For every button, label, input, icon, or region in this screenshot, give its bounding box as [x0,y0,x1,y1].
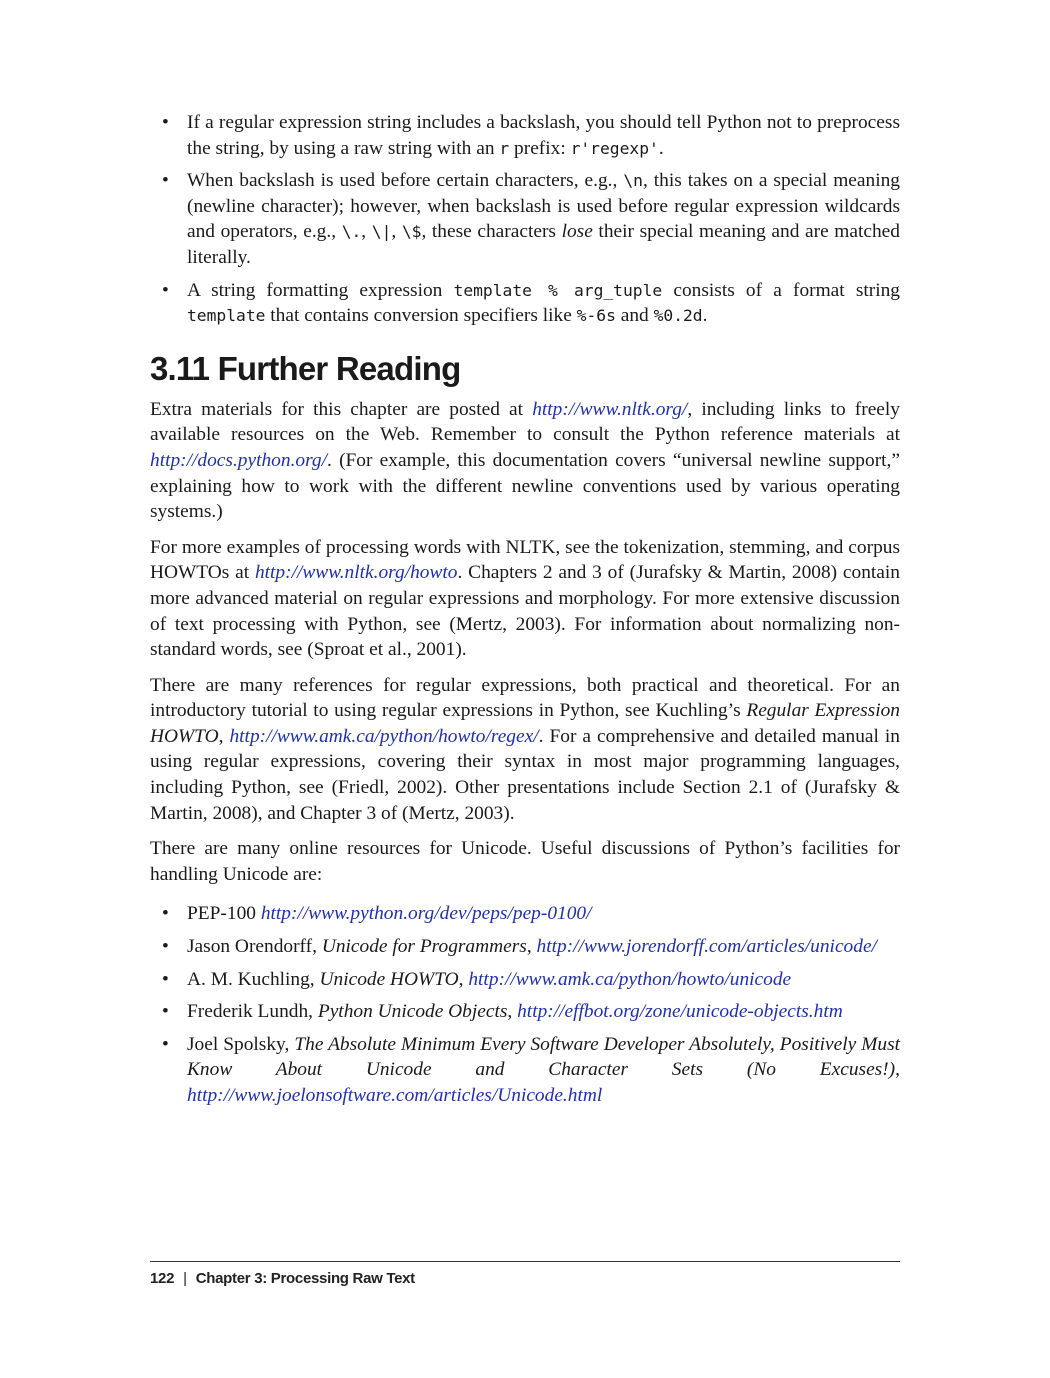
url-link[interactable]: http://docs.python.org/ [150,449,328,471]
inline-code: %0.2d [653,306,703,326]
list-item-text [187,170,900,268]
bullet-icon: • [162,903,169,925]
text-run: . [658,137,664,159]
text-run: A. M. Kuchling, [187,968,320,990]
bullet-icon: • [162,936,169,958]
inline-code: \. [341,222,362,242]
text-run: There are many references for regular expressions, both practical and theoretical. For an introductory tutorial to using regular expressions in Python, see Kuchling’s [150,674,900,722]
emphasis-text: Unicode HOWTO [319,968,459,990]
text-run: . Chapters 2 and 3 of (Jurafsky & Martin, 2008) contain more advanced material on regular expressions and morphology. For more extensive discussion of text processing with Python, see (Mertz, 2003). For information about normalizing non-standard words, see (Sproat et al., 2001). [150,562,900,661]
list-item [150,967,900,993]
list-item [150,934,900,960]
list-item [150,110,900,161]
url-link[interactable]: http://www.joelonsoftware.com/articles/Unicode.html [187,1085,603,1106]
text-run: , [218,725,230,747]
text-run: prefix: [509,137,571,159]
url-link[interactable]: http://www.nltk.org/howto [254,562,458,584]
text-run: There are many online resources for Unicode. Useful discussions of Python’s facilities for handling Unicode are: [150,838,900,885]
text-run: consists of a format string [662,279,900,301]
list-item [150,1032,900,1109]
list-item-text [187,280,900,327]
bullet-icon: • [162,112,169,133]
unicode-resource-list [150,901,900,1108]
url-link[interactable]: http://www.amk.ca/python/howto/unicode [468,968,792,990]
list-item-text [187,903,592,924]
bullet-icon: • [162,1001,169,1023]
chapter-title: Chapter 3: Processing Raw Text [195,1270,415,1287]
list-item-text [187,1034,900,1106]
url-link[interactable]: http://www.python.org/dev/peps/pep-0100/ [260,903,592,925]
inline-code: r'regexp' [570,138,659,158]
text-run: and [615,305,654,327]
list-item-text [187,112,900,159]
list-item-text [187,936,877,957]
url-link[interactable]: http://www.jorendorff.com/articles/unicode/ [536,936,877,958]
bullet-icon: • [162,170,169,192]
text-run: Extra materials for this chapter are posted at [150,398,533,420]
list-item [150,168,900,270]
inline-code: \n [623,171,643,191]
text-run: , [361,221,372,243]
text-run: . For a comprehensive and detailed manual in using regular expressions, covering their syntax in most major programming languages, including Python, see (Friedl, 2002). Other presentations include Section 2.1 of (Jurafsky & Martin, 2008), and Chapter 3 of (Mertz, 2003). [150,725,900,824]
emphasis-text: Regular Expression HOWTO [150,700,900,747]
bullet-icon: • [162,968,169,990]
section-heading: 3.11 Further Reading [150,349,461,387]
text-run: If a regular expression string includes a backslash, you should tell Python not to preprocess the string, by using a raw string with an [187,112,900,159]
text-run: , this takes on a special meaning (newline character); however, when backslash is used before regular expression wildcards and operators, e.g., [187,170,900,243]
inline-code: r [499,138,510,158]
text-run: Jason Orendorff, [187,936,322,958]
list-item [150,999,900,1025]
text-run: For more examples of processing words with NLTK, see the tokenization, stemming, and corpus HOWTOs at [150,536,900,584]
paragraph-unicode-intro [150,836,900,887]
text-run: , [895,1059,900,1081]
page-footer [150,1261,900,1287]
text-run: , these characters [421,221,562,243]
text-run: . [702,305,708,327]
text-run: their special meaning and are matched literally. [187,221,900,268]
text-run: , [391,221,402,243]
text-run: , [507,1001,518,1023]
paragraph-regex-references [150,673,900,827]
top-bullet-list [150,110,900,329]
list-item [150,278,900,329]
page-content [150,110,900,1116]
emphasis-text: Unicode for Programmers [321,936,527,958]
emphasis-text: Python Unicode Objects [317,1001,508,1023]
footer-separator: | [183,1270,187,1287]
inline-code: template % arg_tuple [453,280,663,300]
bullet-icon: • [162,1033,169,1055]
list-item-text [187,969,791,990]
url-link[interactable]: http://effbot.org/zone/unicode-objects.htm [517,1001,843,1023]
list-item [150,901,900,927]
list-item-text [187,1001,843,1022]
text-run: . (For example, this documentation covers “universal newline support,” explaining how to work with the different newline conventions used by various operating systems.) [150,449,900,523]
inline-code: %-6s [576,306,616,326]
url-link[interactable]: http://www.amk.ca/python/howto/regex/ [229,725,539,747]
text-run: , [526,936,537,958]
bullet-icon: • [162,279,169,301]
inline-code: \$ [401,222,422,242]
emphasis-text: The Absolute Minimum Every Software Developer Absolutely, Positively Must Know About Unicode and Character Sets (No Excuses!) [187,1033,900,1081]
paragraph-nltk-examples [150,535,900,663]
paragraph-extra-materials [150,397,900,525]
text-run: A string formatting expression [187,279,454,301]
inline-code: template [187,306,266,326]
inline-code: \| [371,222,392,242]
text-run: Joel Spolsky, [187,1033,295,1055]
text-run: Frederik Lundh, [187,1001,318,1023]
page-number: 122 [150,1270,175,1287]
url-link[interactable]: http://www.nltk.org/ [532,398,688,420]
text-run: PEP-100 [187,903,261,925]
emphasis-text: lose [561,221,593,243]
text-run: When backslash is used before certain characters, e.g., [187,170,624,192]
text-run: , including links to freely available resources on the Web. Remember to consult the Python reference materials at [150,398,900,446]
text-run: , [458,968,469,990]
text-run: that contains conversion specifiers like [265,305,577,327]
